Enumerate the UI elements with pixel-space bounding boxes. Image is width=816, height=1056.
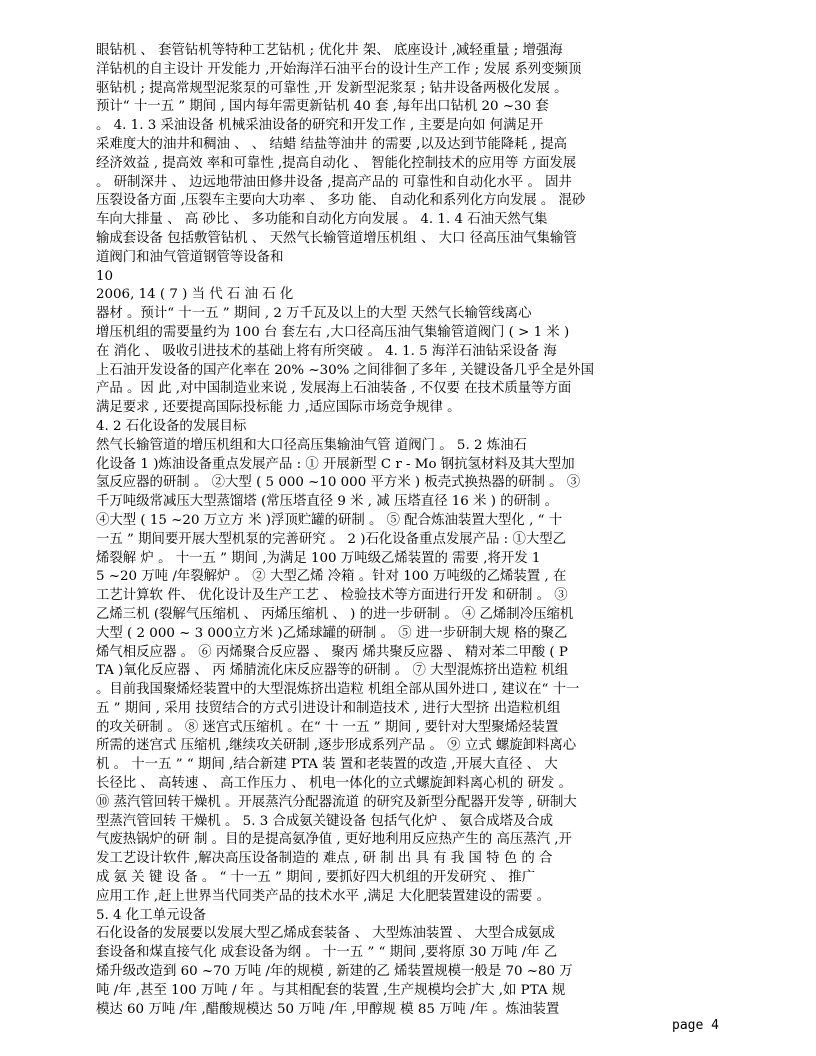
text-line: 长径比 、 高转速 、 高工作压力 、 机电一体化的立式螺旋卸料离心机的 研发 。 [96, 776, 572, 792]
text-line: 道阀门和油气管道钢管等设备和 [96, 249, 284, 265]
text-line: 上石油开发设备的国产化率在 20% ~30% 之间徘徊了多年 , 关键设备几乎全是外国 [96, 362, 595, 378]
text-line: 。 4. 1. 3 采油设备 机械采油设备的研究和开发工作 , 主要是向如 何满足开 [96, 118, 544, 134]
text-line: 洋钻机的自主设计 开发能力 ,开始海洋石油平台的设计生产工作 ; 发展 系列变频顶 [96, 61, 582, 77]
text-line: 的攻关研制 。 ⑧ 迷宫式压缩机 。在“ 十 一五 ” 期间 , 要针对大型聚烯烃装置 [96, 719, 559, 735]
text-line: 5 ~20 万吨 /年裂解炉 。 ② 大型乙烯 冷箱 。针对 100 万吨级的乙烯装置 , 在 [96, 569, 567, 585]
text-line: 经济效益 , 提高效 率和可靠性 ,提高自动化 、 智能化控制技术的应用等 方面发展 [96, 155, 577, 171]
text-line: 增压机组的需要量约为 100 台 套左右 ,大口径高压油气集输管道阀门 ( > 1 米 ) [96, 324, 570, 340]
text-line: 采难度大的油井和稠油 、 、 结蜡 结盐等油井 的需要 ,以及达到节能降耗 , 提高 [96, 136, 568, 152]
text-line: 烯升级改造到 60 ~70 万吨 /年的规模 , 新建的乙 烯装置规模一般是 70 ~80 万 [96, 964, 573, 980]
text-line: 。 研制深井 、 边远地带油田修井设备 ,提高产品的 可靠性和自动化水平 。 固井 [96, 174, 572, 190]
text-line: 10 [96, 268, 114, 284]
text-line: ⑩ 蒸汽管回转干燥机 。开展蒸汽分配器流道 的研究及新型分配器开发等 , 研制大 [96, 794, 577, 810]
text-line: 在 消化 、 吸收引进技术的基础上将有所突破 。 4. 1. 5 海洋石油钻采设备 海 [96, 343, 557, 359]
text-line: 。目前我国聚烯烃装置中的大型混炼挤出造粒 机组全部从国外进口 , 建议在“ 十一 [96, 682, 580, 698]
text-line: 套设备和煤直接气化 成套设备为纲 。 十一五 ” “ 期间 ,要将原 30 万吨 /年 乙 [96, 945, 558, 961]
text-line: 然气长输管道的增压机组和大口径高压集输油气管 道阀门 。 5. 2 炼油石 [96, 437, 527, 453]
text-line: 车向大排量 、 高 砂比 、 多功能和自动化方向发展 。 4. 1. 4 石油天然气集 [96, 212, 548, 228]
text-line: 千万吨级常减压大型蒸馏塔 (常压塔直径 9 米 , 减 压塔直径 16 米 ) 的研制 。 [96, 494, 559, 510]
text-line: 5. 4 化工单元设备 [96, 907, 207, 923]
text-line: 压裂设备方面 ,压裂车主要向大功率 、 多功 能、 自动化和系列化方向发展 。 混砂 [96, 193, 586, 209]
text-line: 器材 。预计“ 十一五 ” 期间 , 2 万千瓦及以上的大型 天然气长输管线离心 [96, 306, 532, 322]
text-line: ④大型 ( 15 ~20 万立方 米 )浮顶贮罐的研制 。 ⑤ 配合炼油装置大型化 , “ 十 [96, 512, 563, 528]
text-line: 烯裂解 炉 。 十一五 ” 期间 ,为满足 100 万吨级乙烯装置的 需要 ,将开发 1 [96, 550, 541, 566]
text-line: 吨 /年 ,甚至 100 万吨 / 年 。与其相配套的装置 ,生产规模均会扩大 ,如 PTA 规 [96, 982, 566, 998]
text-line: 满足要求 , 还要提高国际投标能 力 ,适应国际市场竞争规律 。 [96, 400, 461, 416]
text-line: 机 。 十一五 ” “ 期间 ,结合新建 PTA 装 置和老装置的改造 ,开展大直径 、 大 [96, 757, 558, 773]
text-line: 2006, 14 ( 7 ) 当 代 石 油 石 化 [96, 287, 294, 303]
text-line: 应用工作 ,赶上世界当代同类产品的技术水平 ,满足 大化肥装置建设的需要 。 [96, 888, 551, 904]
text-line: 型蒸汽管回转 干燥机 。 5. 3 合成氨关键设备 包括气化炉 、 氨合成塔及合成 [96, 813, 554, 829]
text-line: 氢反应器的研制 。 ②大型 ( 5 000 ~10 000 平方米 ) 板壳式换热器的研制 。 ③ [96, 475, 581, 491]
text-line: 乙烯三机 (裂解气压缩机 、 丙烯压缩机 、 ) 的进一步研制 。 ④ 乙烯制冷压缩机 [96, 606, 574, 622]
text-line: 4. 2 石化设备的发展目标 [96, 418, 247, 434]
text-line: 眼钻机 、 套管钻机等特种工艺钻机 ; 优化井 架、 底座设计 ,减轻重量 ; 增强海 [96, 43, 563, 58]
page-number: page 4 [672, 1018, 719, 1033]
text-line: 成 氨 关 键 设 备 。 “ 十一五 ” 期间 , 要抓好四大机组的开发研究 、 推广 [96, 870, 536, 886]
text-line: 化设备 1 )炼油设备重点发展产品 : ① 开展新型 C r - Mo 钢抗氢材料及其大型加 [96, 456, 575, 472]
text-line: 驱钻机 ; 提高常规型泥浆泵的可靠性 ,开 发新型泥浆泵 ; 钻井设备两极化发展 。 [96, 80, 568, 96]
text-line: TA )氧化反应器 、 丙 烯腈流化床反应器等的研制 。 ⑦ 大型混炼挤出造粒 机组 [96, 663, 569, 679]
text-line: 五 ” 期间 , 采用 技贸结合的方式引进设计和制造技术 , 进行大型挤 出造粒机组 [96, 700, 561, 716]
text-line: 烯气相反应器 。 ⑥ 丙烯聚合反应器 、 聚丙 烯共聚反应器 、 精对苯二甲酸 ( P [96, 644, 568, 660]
text-line: 一五 ” 期间要开展大型机泵的完善研究 。 2 )石化设备重点发展产品 : ①大型乙 [96, 531, 567, 547]
text-line: 产品 。因 此 ,对中国制造业来说 , 发展海上石油装备 , 不仅要 在技术质量等方面 [96, 381, 572, 397]
text-line: 所需的迷宫式 压缩机 ,继续攻关研制 ,逐步形成系列产品 。 ⑨ 立式 螺旋卸料离心 [96, 738, 577, 754]
text-line: 发工艺设计软件 ,解决高压设备制造的 难点 , 研 制 出 具 有 我 国 特 色 的 合 [96, 851, 553, 867]
text-line: 模达 60 万吨 /年 ,醋酸规模达 50 万吨 /年 ,甲醇规 模 85 万吨 /年 。炼油装置 [96, 1001, 560, 1017]
text-line: 输成套设备 包括敷管钻机 、 天然气长输管道增压机组 、 大口 径高压油气集输管 [96, 230, 577, 246]
body-text [96, 42, 720, 1019]
text-line: 石化设备的发展要以发展大型乙烯成套装备 、 大型炼油装置 、 大型合成氨成 [96, 926, 555, 942]
text-line: 预计“ 十一五 ” 期间 , 国内每年需更新钻机 40 套 ,每年出口钻机 20 ~30 套 [96, 99, 549, 115]
text-line: 气废热锅炉的研 制 。目的是提高氨净值 , 更好地利用反应热产生的 高压蒸汽 ,开 [96, 832, 572, 848]
text-line: 大型 ( 2 000 ~ 3 000立方米 )乙烯球罐的研制 。 ⑤ 进一步研制大规 格的聚乙 [96, 625, 568, 641]
text-line: 工艺计算软 件、 优化设计及生产工艺 、 检验技术等方面进行开发 和研制 。 ③ [96, 588, 568, 604]
